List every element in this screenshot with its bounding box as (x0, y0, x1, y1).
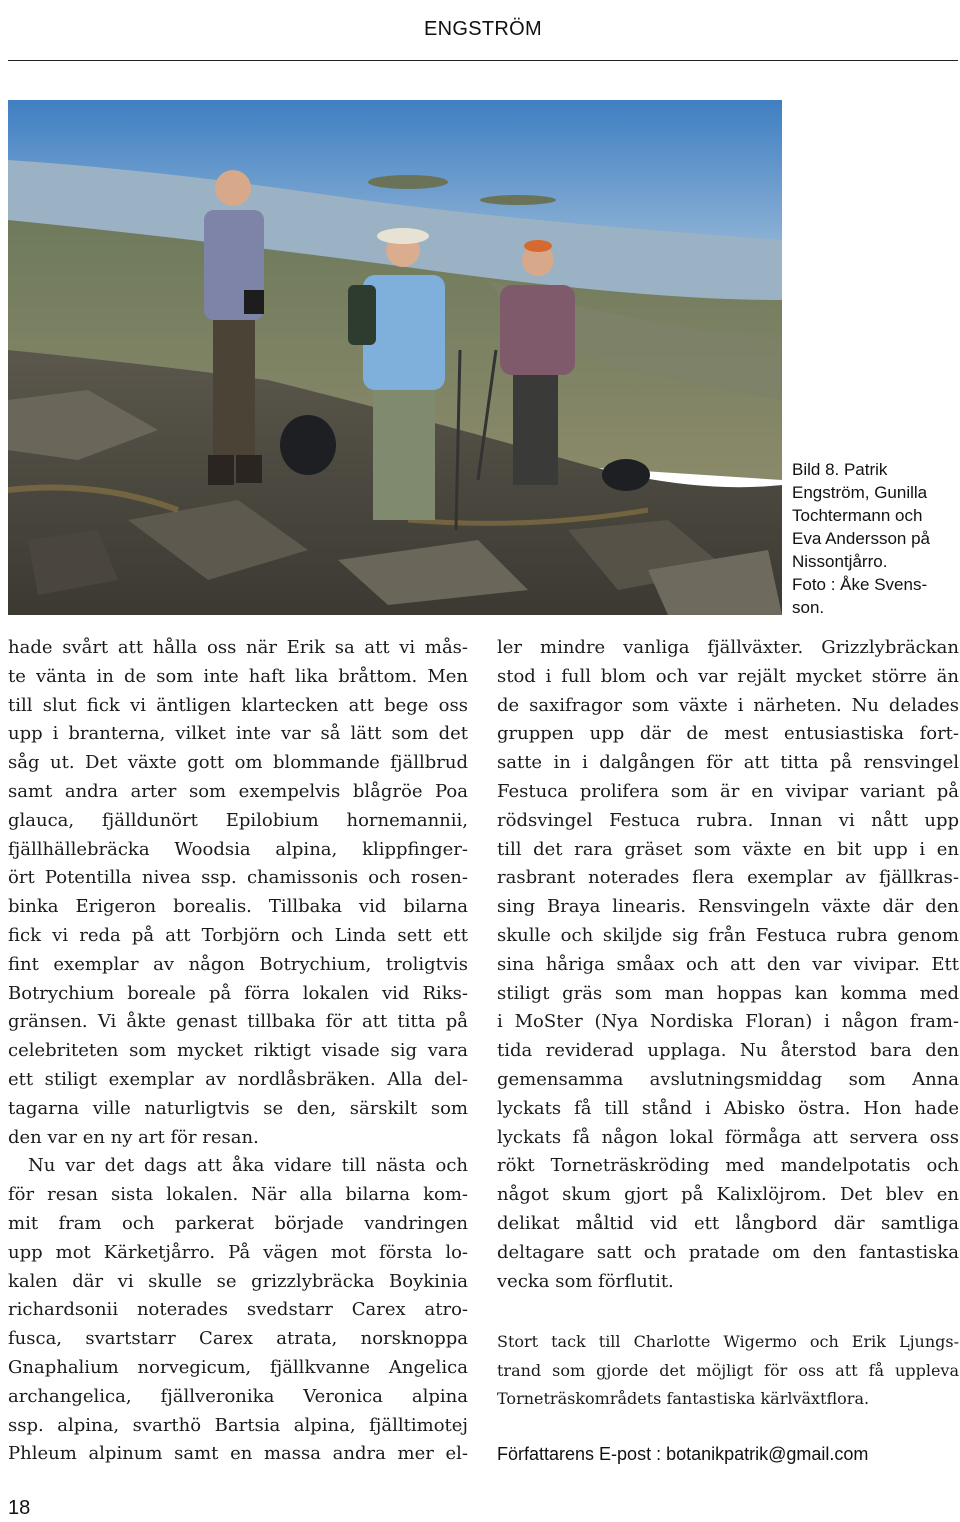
caption-line: Eva Andersson på (792, 529, 930, 548)
text-line: glauca, fjälldunört Epilobium hornemannii, (8, 809, 468, 831)
text-line: archangelica, fjällveronika Veronica alpina (8, 1385, 468, 1407)
text-line: lyckats få till stånd i Abisko östra. Hon hade (497, 1097, 959, 1119)
text-line: deltagare satt och pratade om den fantastiska (497, 1241, 959, 1263)
text-line: ssp. alpina, svarthö Bartsia alpina, fjälltimotej (8, 1414, 468, 1436)
text-line: rökt Torneträskröding med mandelpotatis och (497, 1155, 959, 1177)
text-line: fint exemplar av någon Botrychium, troligtvis (8, 953, 468, 975)
caption-line: Tochtermann och (792, 506, 923, 525)
text-line: te vänta in de som inte haft lika bråttom. Men (8, 665, 468, 687)
figure-caption (792, 458, 954, 619)
text-line: gränsen. Vi åkte genast tillbaka för att titta på (8, 1011, 468, 1033)
text-line: den var en ny art för resan. (8, 1126, 259, 1148)
text-line: tagarna ville naturligtvis se den, särskilt som (8, 1097, 468, 1119)
text-line: delikat måltid vid ett långbord där samtliga (497, 1212, 959, 1234)
text-line: vecka som förflutit. (497, 1270, 674, 1292)
text-line: Botrychium boreale på förra lokalen vid Riks- (8, 982, 468, 1004)
text-line: rödsvingel Festuca rubra. Innan vi nått upp (497, 809, 959, 831)
text-line: stod i full blom och var rejält mycket större än (497, 665, 959, 687)
text-line: fusca, svartstarr Carex atrata, norsknoppa (8, 1328, 468, 1350)
text-line: sing Braya linearis. Rensvingeln växte där den (497, 896, 959, 918)
person-left (204, 170, 264, 485)
text-line: till det rara gräset som växte en bit upp i en (497, 838, 959, 860)
acknowledgement (497, 1328, 959, 1414)
text-line: gemensamma avslutningsmiddag som Anna (497, 1068, 959, 1090)
body-column-left (8, 634, 468, 1469)
text-line: stiligt gräs som man hoppas kan komma med (497, 982, 959, 1004)
caption-line: son. (792, 598, 825, 617)
text-line: Nu var det dags att åka vidare till nästa och (28, 1155, 468, 1177)
text-line: mit fram och parkerat började vandringen (8, 1212, 468, 1234)
acknowledgement-line: trand som gjorde det möjligt för oss att få uppleva (497, 1360, 959, 1380)
text-line: i MoSter (Nya Nordiska Floran) i någon fram- (497, 1011, 959, 1033)
caption-line: Nissontjårro. (792, 552, 888, 571)
text-line: satte in i dalgången för att titta på rensvingel (497, 752, 959, 774)
text-line: ört Potentilla nivea ssp. chamissonis och rosen- (8, 867, 468, 889)
header-rule (8, 60, 958, 61)
text-line: gruppen upp där de mest entusiastiska fort- (497, 723, 959, 745)
text-line: binka Erigeron borealis. Tillbaka vid bilarna (8, 896, 468, 918)
text-line: de saxifragor som växte i närheten. Nu delades (497, 694, 959, 716)
text-line: Gnaphalium norvegicum, fjällkvanne Angelica (8, 1356, 468, 1378)
text-line: celebriteten som mycket riktigt visade sig vara (8, 1040, 468, 1062)
text-line: sina håriga småax och att den var vivipar. Ett (497, 953, 959, 975)
caption-line: Engström, Gunilla (792, 483, 928, 502)
text-line: för resan sista lokalen. När alla bilarna kom- (8, 1184, 468, 1206)
text-line: Phleum alpinum samt en massa andra mer el- (8, 1443, 468, 1465)
text-line: hade svårt att hålla oss när Erik sa att vi mås- (8, 637, 468, 658)
caption-line: Bild 8. Patrik (792, 460, 888, 479)
group-photo (8, 100, 782, 615)
text-line: upp i branterna, vilket inte var så lätt som det (8, 723, 468, 745)
text-line: fick vi reda på att Torbjörn och Linda sett ett (8, 924, 468, 946)
text-line: tida reviderad upplaga. Nu återstod bara den (497, 1040, 959, 1062)
text-line: Festuca prolifera som är en vivipar variant på (497, 780, 959, 802)
acknowledgement-line: Stort tack till Charlotte Wigermo och Erik Ljungs- (497, 1332, 959, 1351)
text-line: till slut fick vi äntligen klartecken att bege oss (8, 694, 468, 716)
text-line: rasbrant noterades flera exemplar av fjällkras- (497, 867, 959, 889)
body-column-right (497, 634, 959, 1296)
text-line: ett stiligt exemplar av nordlåsbräken. Alla del- (8, 1068, 468, 1090)
page-number: 18 (8, 1497, 31, 1519)
running-header: ENGSTRÖM (424, 18, 542, 40)
text-line: ler mindre vanliga fjällväxter. Grizzlybräckan (497, 637, 959, 658)
caption-line: Foto : Åke Svens- (792, 575, 928, 594)
author-email: Författarens E-post : botanikpatrik@gmail.com (497, 1444, 869, 1464)
text-line: upp mot Kärketjårro. På vägen mot första lo- (8, 1241, 468, 1263)
text-line: samt andra arter som exempelvis blågröe Poa (8, 780, 468, 802)
acknowledgement-line: Torneträskområdets fantastiska kärlväxtflora. (497, 1389, 870, 1408)
text-line: skulle och skiljde sig från Festuca rubra genom (497, 924, 959, 946)
text-line: såg ut. Det växte gott om blommande fjällbrud (8, 752, 468, 774)
text-line: lyckats få någon lokal förmåga att servera oss (497, 1126, 959, 1148)
text-line: fjällhällebräcka Woodsia alpina, klippfinger- (8, 838, 468, 860)
text-line: richardsonii noterades svedstarr Carex atro- (8, 1299, 468, 1321)
text-line: kalen där vi skulle se grizzlybräcka Boykinia (8, 1270, 468, 1292)
text-line: något skum gjort på Kalixlöjrom. Det blev en (497, 1184, 959, 1206)
